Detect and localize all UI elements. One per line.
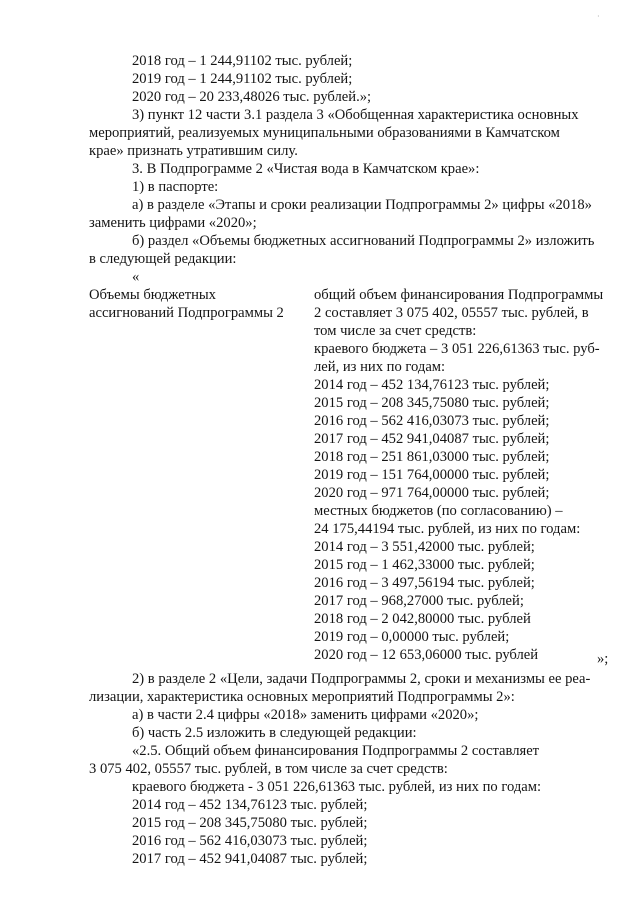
local-years-list bbox=[314, 538, 538, 664]
item3-line2: мероприятий, реализуемых муниципальными образованиями в Камчатском bbox=[89, 125, 560, 141]
regional-year-item: 2018 год – 251 861,03000 тыс. рублей; bbox=[314, 449, 550, 465]
scan-mark: · bbox=[597, 12, 600, 21]
local-year-item: 2017 год – 968,27000 тыс. рублей; bbox=[314, 593, 524, 609]
regional-year-item: 2016 год – 562 416,03073 тыс. рублей; bbox=[314, 413, 550, 429]
paragraph-2-5-line1: «2.5. Общий объем финансирования Подпрограммы 2 составляет bbox=[132, 743, 540, 759]
section3-passport: 1) в паспорте: bbox=[132, 179, 219, 195]
open-quote: « bbox=[132, 269, 140, 285]
table-left-label-line2: ассигнований Подпрограммы 2 bbox=[89, 305, 284, 321]
regional-year-item: 2014 год – 452 134,76123 тыс. рублей; bbox=[314, 377, 550, 393]
close-quote: »; bbox=[597, 651, 609, 667]
regional-year-item: 2019 год – 151 764,00000 тыс. рублей; bbox=[314, 467, 550, 483]
local-year-item: 2016 год – 3 497,56194 тыс. рублей; bbox=[314, 575, 535, 591]
local-year-item: 2018 год – 2 042,80000 тыс. рублей bbox=[314, 611, 531, 627]
section2-line1: 2) в разделе 2 «Цели, задачи Подпрограммы 2, сроки и механизмы ее реа- bbox=[132, 671, 591, 687]
section3-a-line2: заменить цифрами «2020»; bbox=[89, 215, 257, 231]
local-line1: местных бюджетов (по согласованию) – bbox=[314, 503, 563, 519]
paragraph-2-5-regional: краевого бюджета - 3 051 226,61363 тыс. рублей, из них по годам: bbox=[132, 779, 542, 795]
section3-a-line1: а) в разделе «Этапы и сроки реализации Подпрограммы 2» цифры «2018» bbox=[132, 197, 592, 213]
top-year-2020: 2020 год – 20 233,48026 тыс. рублей.»; bbox=[132, 89, 372, 105]
regional-year-item: 2020 год – 971 764,00000 тыс. рублей; bbox=[314, 485, 550, 501]
regional-year-item: 2015 год – 208 345,75080 тыс. рублей; bbox=[314, 395, 550, 411]
local-line2: 24 175,44194 тыс. рублей, из них по годам: bbox=[314, 521, 581, 537]
total-line2: 2 составляет 3 075 402, 05557 тыс. рублей, в bbox=[314, 305, 589, 321]
top-year-2018: 2018 год – 1 244,91102 тыс. рублей; bbox=[132, 53, 353, 69]
local-year-item: 2020 год – 12 653,06000 тыс. рублей bbox=[314, 647, 539, 663]
top-year-2019: 2019 год – 1 244,91102 тыс. рублей; bbox=[132, 71, 353, 87]
local-year-item: 2019 год – 0,00000 тыс. рублей; bbox=[314, 629, 510, 645]
item3-line3: крае» признать утратившим силу. bbox=[89, 143, 298, 159]
regional-line1: краевого бюджета – 3 051 226,61363 тыс. руб- bbox=[314, 341, 600, 357]
section3-b-line1: б) раздел «Объемы бюджетных ассигнований Подпрограммы 2» изложить bbox=[132, 233, 595, 249]
local-year-item: 2014 год – 3 551,42000 тыс. рублей; bbox=[314, 539, 535, 555]
item3-line1: 3) пункт 12 части 3.1 раздела 3 «Обобщенная характеристика основных bbox=[132, 107, 579, 123]
section3-b-line2: в следующей редакции: bbox=[89, 251, 237, 267]
table-left-label-line1: Объемы бюджетных bbox=[89, 287, 216, 303]
total-line1: общий объем финансирования Подпрограммы bbox=[314, 287, 604, 303]
section2-line2: лизации, характеристика основных мероприятий Подпрограммы 2»: bbox=[89, 689, 515, 705]
local-year-item: 2015 год – 1 462,33000 тыс. рублей; bbox=[314, 557, 535, 573]
year-item: 2017 год – 452 941,04087 тыс. рублей; bbox=[132, 851, 368, 867]
paragraph-2-5-line2: 3 075 402, 05557 тыс. рублей, в том числе за счет средств: bbox=[89, 761, 448, 777]
regional-line2: лей, из них по годам: bbox=[314, 359, 446, 375]
year-item: 2016 год – 562 416,03073 тыс. рублей; bbox=[132, 833, 368, 849]
year-item: 2015 год – 208 345,75080 тыс. рублей; bbox=[132, 815, 368, 831]
paragraph-2-5-years-list bbox=[132, 796, 367, 868]
section2-b: б) часть 2.5 изложить в следующей редакции: bbox=[132, 725, 417, 741]
section3-heading: 3. В Подпрограмме 2 «Чистая вода в Камчатском крае»: bbox=[132, 161, 480, 177]
section2-a: а) в части 2.4 цифры «2018» заменить цифрами «2020»; bbox=[132, 707, 479, 723]
year-item: 2014 год – 452 134,76123 тыс. рублей; bbox=[132, 797, 368, 813]
regional-year-item: 2017 год – 452 941,04087 тыс. рублей; bbox=[314, 431, 550, 447]
regional-years-list bbox=[314, 376, 549, 502]
total-line3: том числе за счет средств: bbox=[314, 323, 477, 339]
